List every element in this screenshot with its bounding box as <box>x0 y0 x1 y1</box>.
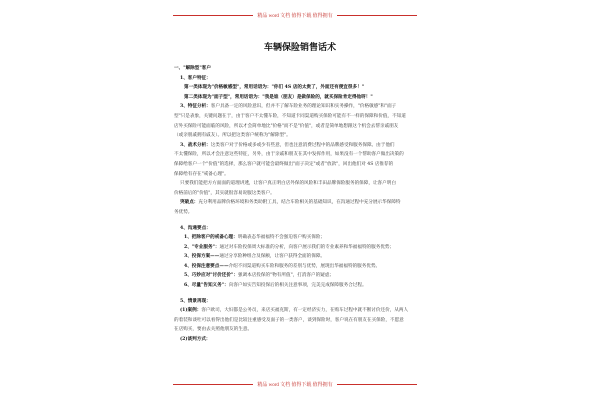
section4-heading: 4、沟通要点： <box>180 225 211 231</box>
tactic-analysis-line: 保障给有存在"戒备心理"。 <box>174 171 229 177</box>
paragraph-line: 只要我们能把方方面面的道理讲透，让客户真正明白店外保的风险和丰田品牌保险服务的保障，让客户明白 <box>180 181 396 187</box>
feature-analysis-line: （或亲朋戚拥有戚友）。所以把这类客户统称为"解除型"。 <box>174 133 291 139</box>
tactic-analysis-line: 3、战术分析：这类客户对于价格或多或少有些意，但也注意消费过程中的品牌感受和服务保障。由于他们 <box>180 142 395 148</box>
section5-heading: 5、情景再现： <box>180 298 211 304</box>
feature-analysis-line: 店外买保险可能面临的风险，所以才会简单地比"价格"而不是"价值"，或者是简单地想跟这个机会去帮亲戚朋友 <box>174 123 399 129</box>
feature-item-1: 第一类体现为"价格敏感型"，常用话语为："你们 4S 店的太贵了，外面还有便宜很多！" <box>184 85 365 91</box>
communication-point: 4、投保注意要点——介绍不同渠道购买车险和服务的差别与优势，展现出华福福特的服务优势。 <box>184 263 381 269</box>
footer-rule-left <box>173 384 253 385</box>
paragraph-line: 价格前后的"价值"，其实就很容易说服这类客户。 <box>174 190 275 196</box>
case-line: 的着装和谈吐可以看得出他们是比较注重感受及面子的一类客户，谈到保险时，客户说在有朋友在买保险，不愿意 <box>174 317 404 323</box>
feature-analysis-line: 3、特征分析：客户具备一定的风险意识，但并不了解车险业务的理论知识和实务操作，"价格敏感"和"面子 <box>180 104 397 110</box>
communication-point: 5、巧妙应对"讨价还价"：强调本店投保的"物有所值"，打消客户的疑虑； <box>184 273 335 279</box>
tactic-analysis-line: 不太懂保险，所以才会注意这些特征，另外，由于亲戚和朋友在其中发挥作用，如果没有一个帮助客户做出决策的 <box>174 152 404 158</box>
feature-analysis-line: 型"只是表象，关键问题在于，由于客户不太懂车险，不知道卡同渠道购买保险可能有不一样的保障和价值，不知道 <box>174 113 406 119</box>
negotiation-heading: (2)谈判方式： <box>180 337 211 343</box>
communication-point: 3、投保方案——通过分享险种组合及保额，让客户获得全面的保障。 <box>184 254 326 260</box>
breakthrough-line: 务优势。 <box>174 209 193 215</box>
page-footer <box>170 383 420 389</box>
document-body <box>174 64 434 345</box>
header-text: 精品 word 文档 值得下载 值得拥有 <box>257 14 333 19</box>
communication-point: 6、尽量"告知义务"：向客户如实告知投保后的相关注意事项，完美完成保障服务合过程。 <box>184 283 367 289</box>
footer-rule-right <box>337 384 417 385</box>
page-header <box>170 14 420 20</box>
communication-point: 2、"专业服务"：通过对车险投保周大标准的分析，向客户展示我们的专业素养和华福福特的服务优势； <box>184 244 395 250</box>
communication-point: 1、把除客户的戒备心理：明确表态华福福特不会强迫客户购买保险； <box>184 235 326 241</box>
feature-item-2: 第二类体现为"面子型"，常用话语为："我是谁（朋友）是做保险的，就买保险肯定得他呀！" <box>184 94 373 100</box>
header-rule-right <box>337 15 417 16</box>
document-title: 车辆保险销售话术 <box>263 43 336 53</box>
case-line: 在店购买，要由去关照他朋友的生意。 <box>174 327 253 333</box>
client-features-heading: 1、客户特征： <box>180 75 211 81</box>
header-rule-left <box>173 15 253 16</box>
case-line: (1)案例：客户欧司，大妇都是公务员，来店买福克斯，有一定经济实力，在购车过程中就不断讨价还价，从两人 <box>180 308 409 314</box>
tactic-analysis-line: 保障给客户一个"价值"的选择，那么客户就可能会最终做出"面子决定"或者"放款"，回出他们对 4S 店推荐的 <box>174 161 394 167</box>
breakthrough-line: 突破点：充分利用品牌价格环境和务类助附工具，结合车险相关的基础知识，在沟通过程中充分展示华保障特 <box>180 200 401 206</box>
footer-text: 精品 word 文档 值得下载 值得拥有 <box>257 383 333 388</box>
section1-heading: 一、"解除型"客户 <box>174 66 211 71</box>
